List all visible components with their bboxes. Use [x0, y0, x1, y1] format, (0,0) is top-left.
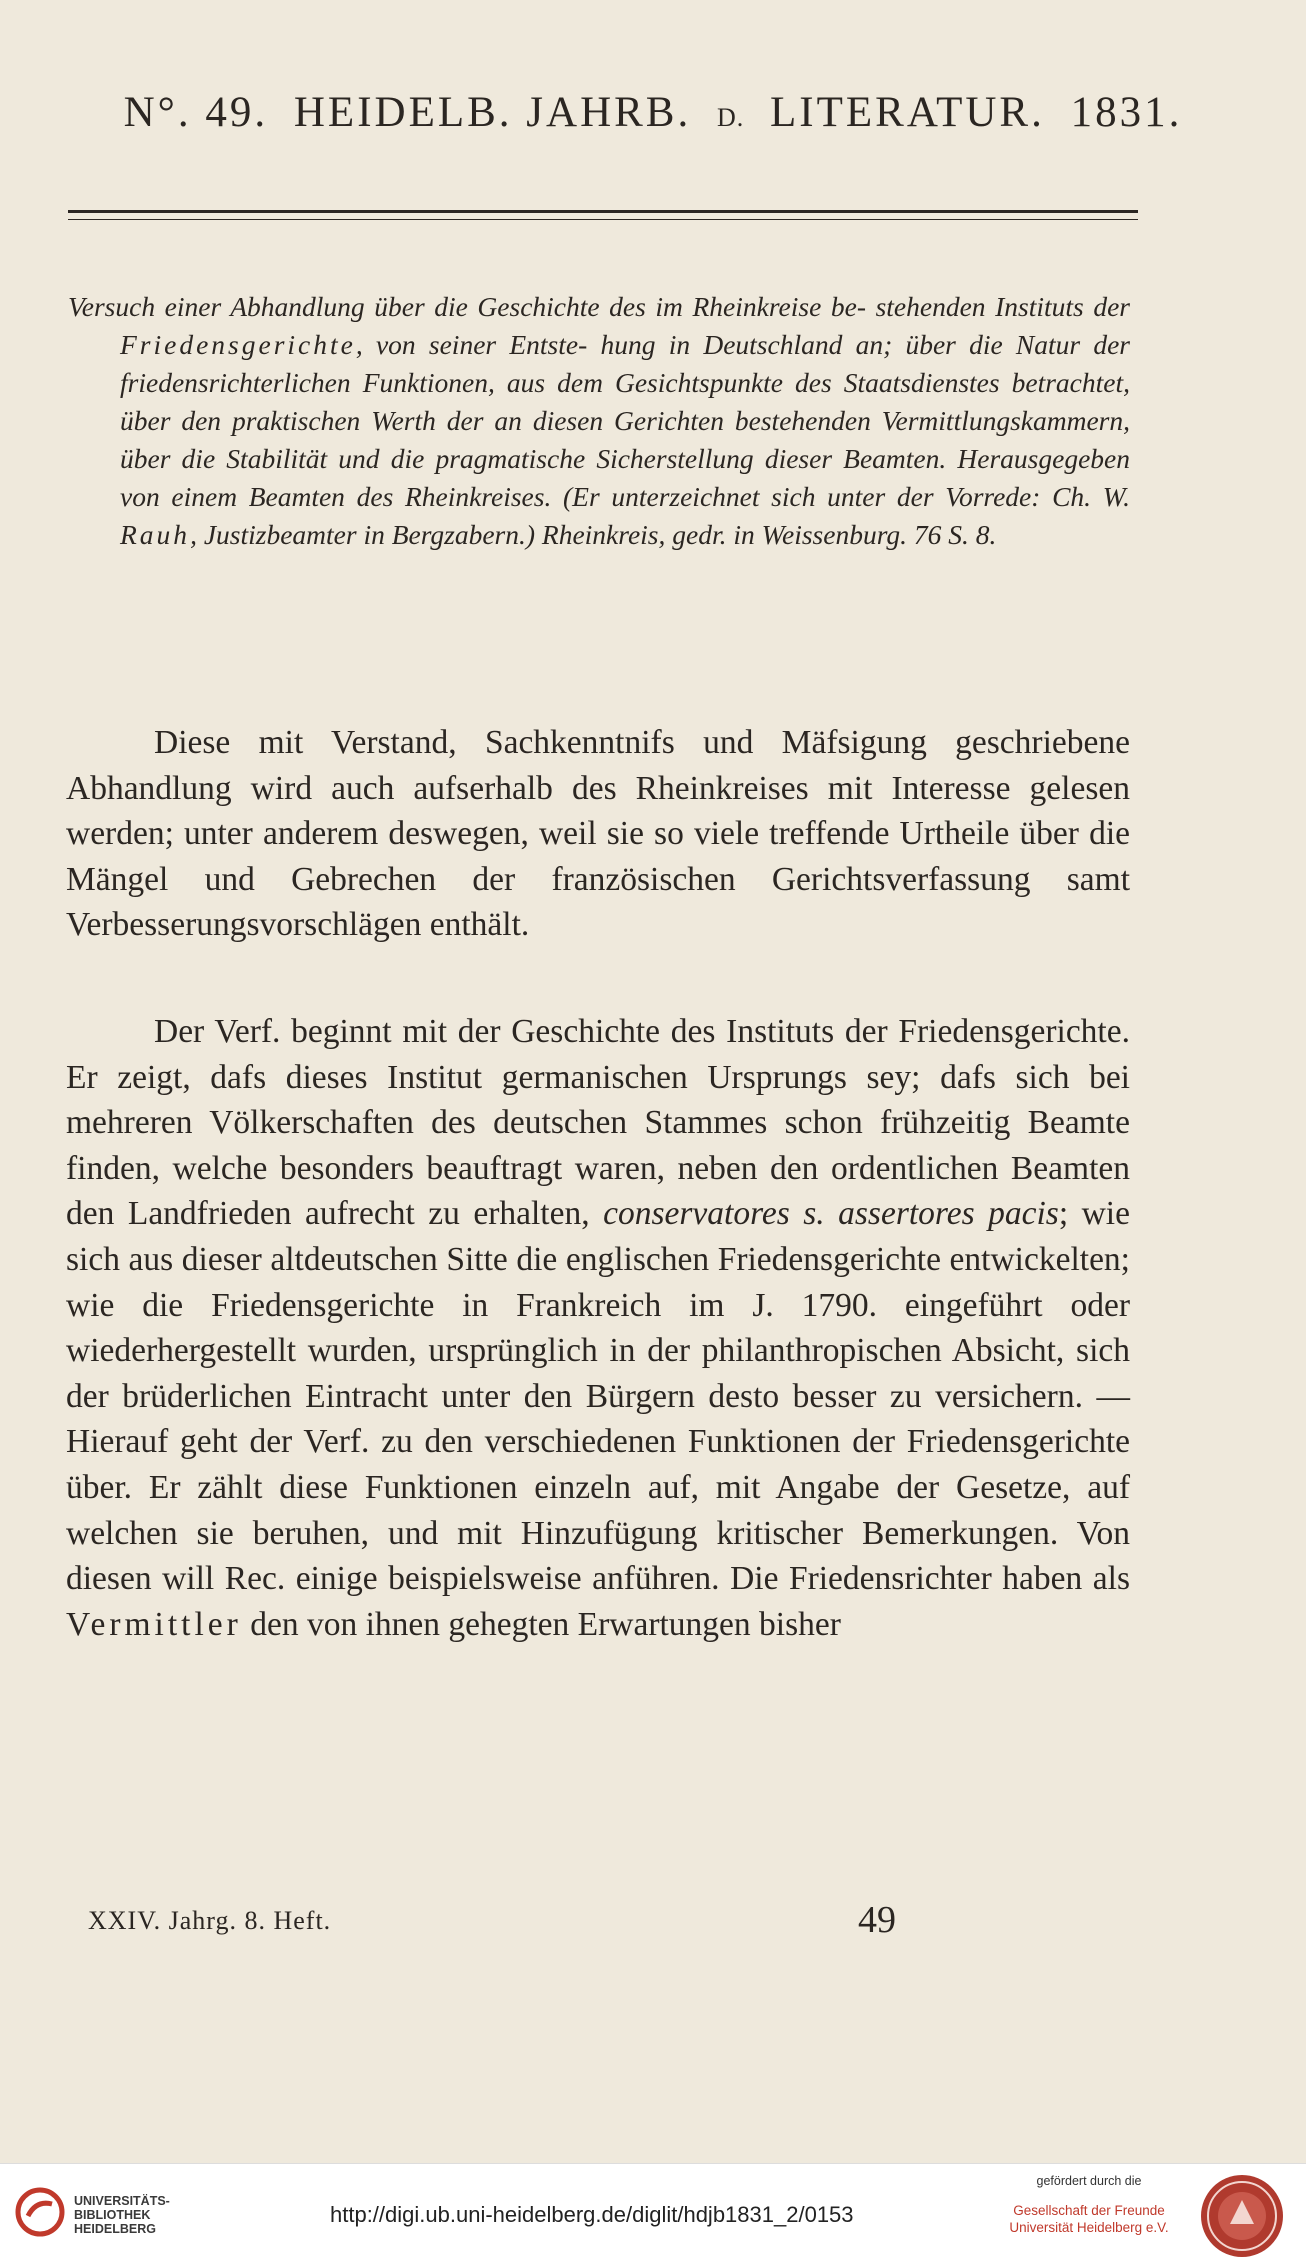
- funder-name: [1000, 2202, 1178, 2236]
- funder-credit[interactable]: [1000, 2174, 1178, 2236]
- funder-line-2: Universität Heidelberg e.V.: [1009, 2220, 1169, 2235]
- paragraph-2-e: den von ihnen gehegten Erwartungen bisher: [241, 1605, 841, 1643]
- journal-title-d: D.: [716, 103, 745, 132]
- library-line-1: UNIVERSITÄTS-: [74, 2194, 170, 2208]
- heading-line-3: hung in Deutschland an; über die Natur der friedensrichterlichen: [120, 329, 1131, 398]
- heading-line-9c: , Justizbeamter in Bergzabern.) Rheinkreis, gedr. in: [190, 519, 755, 550]
- paragraph-2: [66, 1009, 1130, 1647]
- heading-line-6: Vermittlungskammern, über die Stabilität und die pragmatische: [120, 405, 1131, 474]
- heading-line-10: Weissenburg. 76 S. 8.: [761, 519, 997, 550]
- heading-friedensgerichte: Friedensgerichte: [120, 329, 356, 360]
- funded-by-label: gefördert durch die: [1036, 2174, 1142, 2188]
- library-line-3: HEIDELBERG: [74, 2222, 156, 2236]
- heading-line-2a: stehenden Instituts der: [875, 291, 1131, 322]
- journal-title-b: LITERATUR.: [770, 89, 1045, 136]
- latin-phrase: conservatores s. assertores pacis: [603, 1195, 1059, 1233]
- heading-line-7: Sicherstellung dieser Beamten. Herausgegeben von einem Beamten: [120, 443, 1130, 512]
- heading-line-1: Versuch einer Abhandlung über die Geschichte des im Rheinkreise be-: [68, 291, 866, 322]
- header-rule-bottom: [68, 219, 1138, 220]
- ub-heidelberg-logo-icon[interactable]: [14, 2186, 66, 2238]
- heading-line-2c: , von seiner Entste-: [355, 329, 588, 360]
- heading-line-9a: W.: [1102, 481, 1131, 512]
- journal-header: [0, 88, 1306, 137]
- university-seal-icon: [1198, 2172, 1286, 2260]
- journal-title-a: HEIDELB. JAHRB.: [293, 89, 692, 136]
- library-line-2: BIBLIOTHEK: [74, 2208, 151, 2222]
- journal-year: 1831.: [1070, 89, 1183, 136]
- review-heading-block: [68, 288, 1130, 554]
- library-name[interactable]: [74, 2194, 170, 2236]
- issue-number: N°. 49.: [123, 89, 269, 136]
- header-rule-top: [68, 210, 1138, 213]
- review-heading: [68, 288, 1130, 554]
- viewer-footer-bar: [0, 2163, 1306, 2262]
- heading-author: Rauh: [120, 519, 191, 550]
- heading-line-5: über den praktischen Werth der an diesen Gerichten bestehenden: [120, 405, 871, 436]
- permalink-url[interactable]: http://digi.ub.uni-heidelberg.de/diglit/hdjb1831_2/0153: [330, 2202, 854, 2227]
- paragraph-1: Diese mit Verstand, Sachkenntnifs und Mäfsigung geschriebene Abhandlung wird auch aufserhalb des Rheinkreises mit Interesse gelesen werden; unter anderem deswegen, weil sie so viele treffende Urtheile über die Mängel und Gebrechen der französischen Gerichtsverfassung samt Verbesserungsvorschlägen enthält.: [66, 724, 1130, 944]
- paragraph-2-c: ; wie sich aus dieser altdeutschen Sitte die englischen Friedensgerichte entwickelten; wie die Friedensgerichte in Frankreich im J. 1790. eingeführt oder wiederhergestellt wurden, ursprünglich in der philanthropischen Absicht, sich der brüderlichen Eintracht unter den Bürgern desto besser zu versichern. — Hierauf geht der Verf. zu den verschiedenen Funktionen der Friedensgerichte über. Er zählt diese Funktionen einzeln auf, mit Angabe der Gesetze, auf welchen sie beruhen, und mit Hinzufügung kritischer Bemerkungen. Von diesen will Rec. einige beispielsweise anführen. Die Friedensrichter haben als: [66, 1195, 1130, 1598]
- funder-line-1: Gesellschaft der Freunde: [1013, 2203, 1165, 2218]
- term-vermittler: Vermittler: [66, 1605, 242, 1643]
- heading-line-4: Funktionen, aus dem Gesichtspunkte des Staatsdienstes betrachtet,: [362, 367, 1131, 398]
- paragraph-2-a: Der Verf. beginnt mit der Geschichte des Instituts der Friedensgerichte. Er zeigt, dafs dieses Institut germanischen Ursprungs sey; dafs sich bei mehreren Völkerschaften des deutschen Stammes schon frühzeitig Beamte finden, welche besonders beauftragt waren, neben den ordentlichen Beamten den Landfrieden aufrecht zu erhalten,: [66, 1013, 1130, 1233]
- heading-line-8: des Rheinkreises. (Er unterzeichnet sich unter der Vorrede: Ch.: [356, 481, 1092, 512]
- signature-mark: XXIV. Jahrg. 8. Heft.: [88, 1906, 332, 1935]
- sheet-number: 49: [858, 1899, 896, 1941]
